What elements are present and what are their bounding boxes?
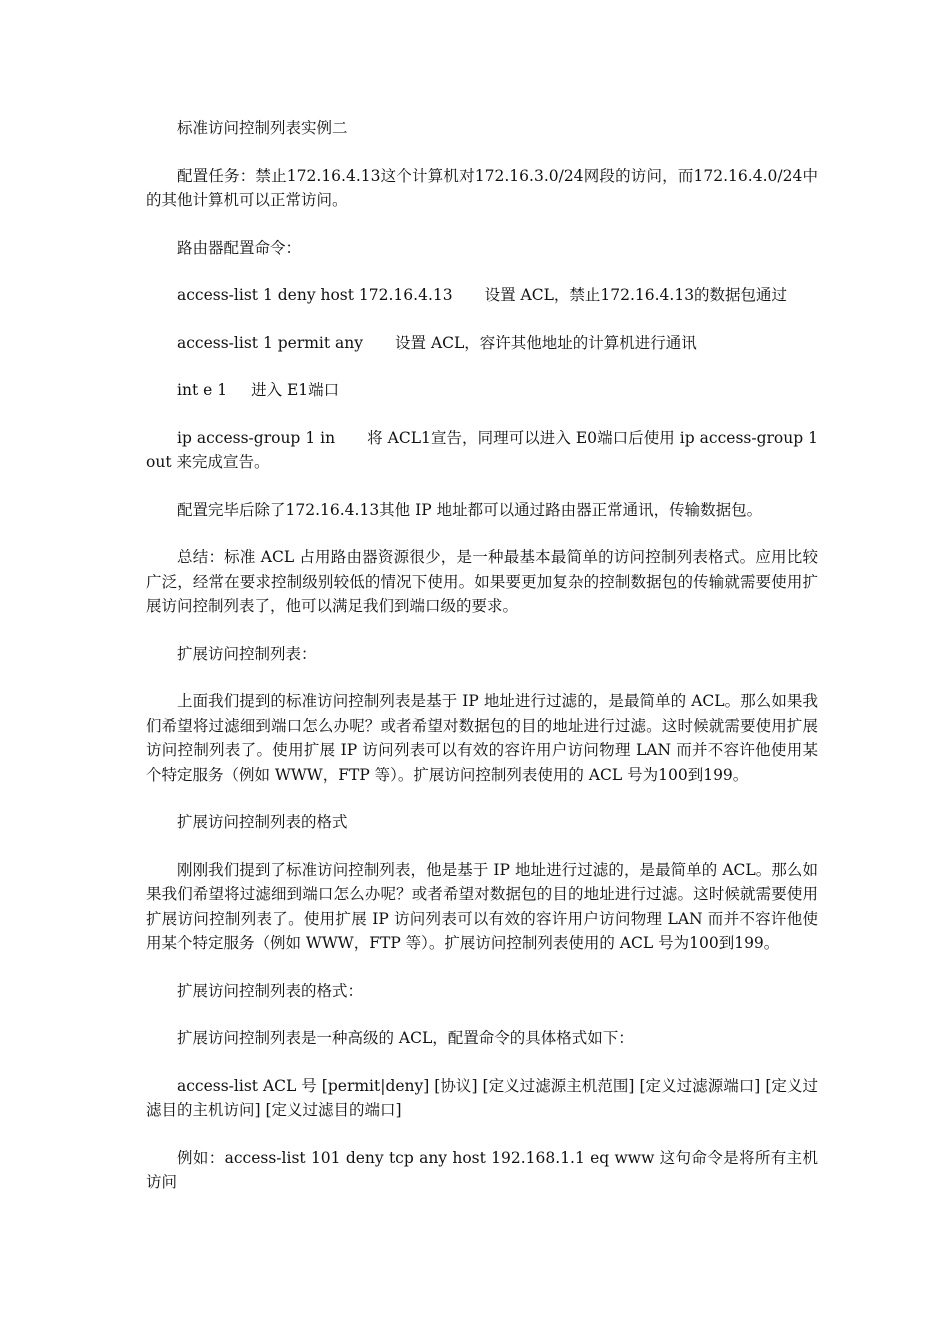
extended-acl-format-heading: 扩展访问控制列表的格式 bbox=[177, 813, 348, 831]
extended-acl-paragraph-1: 上面我们提到的标准访问控制列表是基于 IP 地址进行过滤的，是最简单的 ACL。那么如果我们希望将过滤细到端口怎么办呢？或者希望对数据包的目的地址进行过滤。这时候就需要使用扩展访问控制列表了。使用扩展 IP 访问列表可以有效的容许用户访问物理 LAN 而并不容许他使用某个特定服务（例如 WWW，FTP 等）。扩展访问控制列表使用的 ACL 号为100到199。 bbox=[146, 692, 818, 784]
command-line-2 bbox=[146, 331, 818, 356]
document-page bbox=[146, 116, 818, 1218]
command-description: 设置 ACL，禁止172.16.4.13的数据包通过 bbox=[484, 286, 788, 304]
document-title: 标准访问控制列表实例二 bbox=[177, 119, 348, 137]
example-paragraph: 例如：access-list 101 deny tcp any host 192.168.1.1 eq www 这句命令是将所有主机访问 bbox=[146, 1148, 818, 1191]
command-description: 将 ACL1宣告，同理可以进入 E0端口后使用 ip access-group 1 out 来完成宣告。 bbox=[146, 428, 818, 471]
extended-acl-syntax: access-list ACL 号 [permit|deny] [协议] [定义过滤源主机范围] [定义过滤源端口] [定义过滤目的主机访问] [定义过滤目的端口] bbox=[146, 1076, 818, 1119]
command-line-1 bbox=[146, 283, 818, 308]
command-description: 设置 ACL，容许其他地址的计算机进行通讯 bbox=[395, 333, 697, 352]
command-line-3 bbox=[146, 378, 818, 403]
command-description: 进入 E1端口 bbox=[251, 381, 340, 399]
command-code: access-list 1 permit any bbox=[177, 333, 364, 352]
extended-acl-intro: 扩展访问控制列表是一种高级的 ACL，配置命令的具体格式如下： bbox=[177, 1029, 634, 1047]
summary-paragraph: 总结：标准 ACL 占用路由器资源很少，是一种最基本最简单的访问控制列表格式。应用比较广泛，经常在要求控制级别较低的情况下使用。如果要更加复杂的控制数据包的传输就需要使用扩展访问控制列表了，他可以满足我们到端口级的要求。 bbox=[146, 548, 818, 615]
command-code: int e 1 bbox=[177, 381, 228, 399]
router-command-heading: 路由器配置命令： bbox=[177, 238, 302, 257]
command-code: access-list 1 deny host 172.16.4.13 bbox=[177, 286, 453, 304]
command-line-4 bbox=[146, 426, 818, 475]
command-code: ip access-group 1 in bbox=[177, 428, 336, 447]
config-task: 配置任务：禁止172.16.4.13这个计算机对172.16.3.0/24网段的访问，而172.16.4.0/24中的其他计算机可以正常访问。 bbox=[146, 166, 818, 209]
extended-acl-format-heading-2: 扩展访问控制列表的格式： bbox=[177, 981, 364, 1000]
extended-acl-heading: 扩展访问控制列表： bbox=[177, 644, 317, 663]
extended-acl-paragraph-2: 刚刚我们提到了标准访问控制列表，他是基于 IP 地址进行过滤的，是最简单的 ACL。那么如果我们希望将过滤细到端口怎么办呢？或者希望对数据包的目的地址进行过滤。这时候就需要使用扩展访问控制列表了。使用扩展 IP 访问列表可以有效的容许用户访问物理 LAN 而并不容许他使用某个特定服务（例如 WWW，FTP 等）。扩展访问控制列表使用的 ACL 号为100到199。 bbox=[146, 860, 818, 952]
after-config-paragraph: 配置完毕后除了172.16.4.13其他 IP 地址都可以通过路由器正常通讯，传输数据包。 bbox=[177, 500, 763, 519]
